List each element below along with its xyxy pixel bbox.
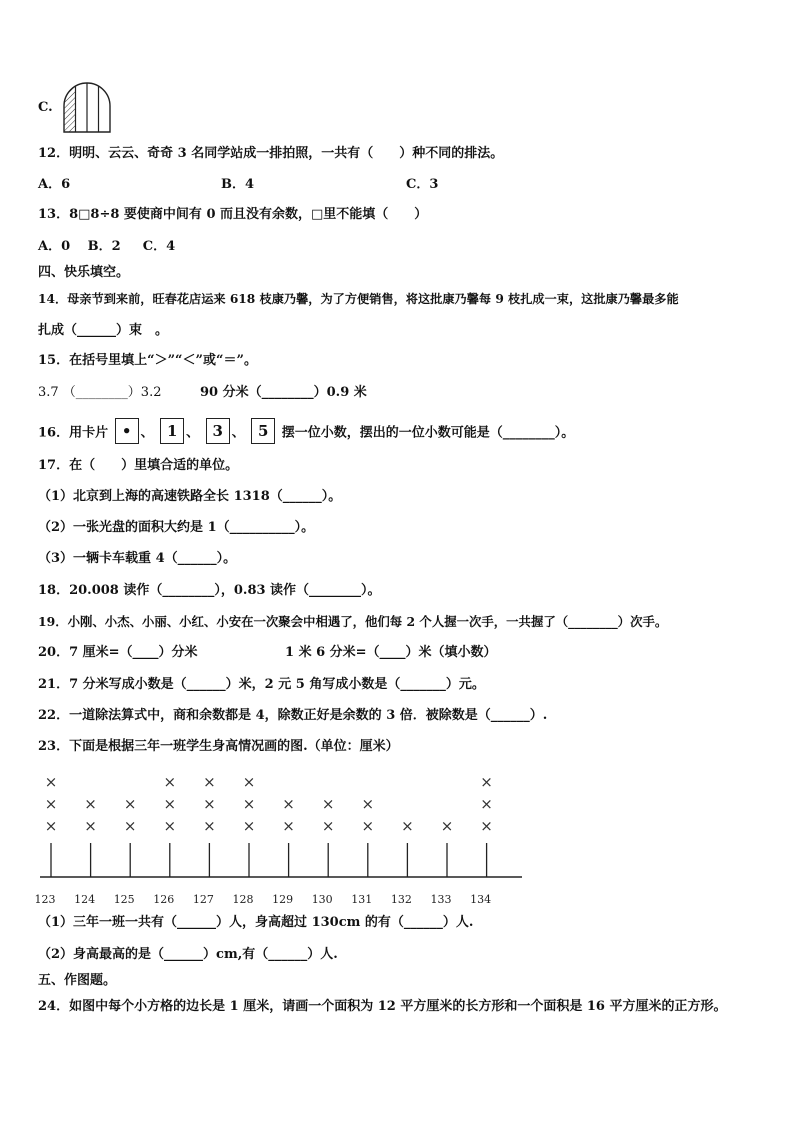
question-18: 18．20.008 读作（________），0.83 读作（________）。 — [38, 583, 381, 598]
plot-mark-129: × — [282, 817, 295, 835]
tick-label-126: 126 — [153, 893, 175, 906]
card-3: 3 — [206, 418, 230, 444]
q12-option-c: C．3 — [406, 177, 439, 192]
question-14-line-2: 扎成（______）束 。 — [38, 323, 169, 338]
tick-label-123: 123 — [34, 893, 56, 906]
question-21: 21．7 分米写成小数是（______）米，2 元 5 角写成小数是（_______）元。 — [38, 677, 485, 692]
question-24: 24．如图中每个小方格的边长是 1 厘米，请画一个面积为 12 平方厘米的长方形和一个面积是 16 平方厘米的正方形。 — [38, 999, 727, 1014]
card-1: 1 — [160, 418, 184, 444]
q23-sub-2: （2）身高最高的是（______）cm,有（______）人. — [38, 947, 338, 962]
tick-label-133: 133 — [430, 893, 452, 906]
tick-label-127: 127 — [192, 893, 214, 906]
plot-mark-134: × — [480, 795, 493, 813]
plot-mark-129: × — [282, 795, 295, 813]
plot-mark-126: × — [163, 773, 177, 791]
tick-label-134: 134 — [470, 893, 492, 906]
plot-mark-125: × — [123, 795, 137, 813]
question-14-line-1: 14．母亲节到来前，旺春花店运来 618 枝康乃馨，为了方便销售，将这批康乃馨每 9 枝扎成一束，这批康乃馨最多能 — [38, 292, 679, 306]
q23-sub-1: （1）三年一班一共有（______）人，身高超过 130cm 的有（______）人. — [38, 915, 474, 930]
q17-item-2: （2）一张光盘的面积大约是 1（__________）。 — [38, 520, 315, 535]
question-16 — [38, 420, 574, 446]
plot-mark-127: × — [203, 773, 216, 791]
plot-mark-128: × — [242, 795, 256, 813]
section-5-title: 五、作图题。 — [38, 973, 117, 988]
plot-mark-127: × — [203, 817, 216, 835]
plot-mark-134: × — [480, 773, 493, 791]
plot-mark-133: × — [440, 817, 454, 835]
arched-door-figure — [62, 82, 112, 134]
q15-expression-1: 3.7 （________）3.2 — [38, 385, 162, 400]
plot-mark-128: × — [242, 773, 256, 791]
question-12: 12．明明、云云、奇奇 3 名同学站成一排拍照，一共有（ ）种不同的排法。 — [38, 146, 504, 161]
card-decimal-point: • — [115, 418, 139, 444]
plot-mark-124: × — [84, 795, 97, 813]
question-13: 13．8□8÷8 要使商中间有 0 而且没有余数，□里不能填（ ） — [38, 207, 428, 222]
q12-option-b: B．4 — [221, 177, 255, 192]
plot-mark-128: × — [242, 817, 256, 835]
question-17: 17．在（ ）里填合适的单位。 — [38, 458, 239, 473]
plot-mark-130: × — [321, 817, 335, 835]
plot-mark-123: × — [44, 795, 58, 813]
question-22: 22．一道除法算式中，商和余数都是 4，除数正好是余数的 3 倍．被除数是（______）. — [38, 708, 548, 723]
card-5: 5 — [251, 418, 275, 444]
plot-mark-123: × — [44, 817, 58, 835]
tick-label-132: 132 — [390, 893, 412, 906]
q16-suffix: 摆一位小数，摆出的一位小数可能是（________）。 — [281, 425, 575, 441]
plot-mark-124: × — [84, 817, 97, 835]
plot-mark-126: × — [163, 795, 177, 813]
tick-label-124: 124 — [74, 893, 96, 906]
q16-prefix: 16．用卡片 — [38, 425, 109, 441]
plot-mark-132: × — [401, 817, 414, 835]
plot-mark-131: × — [361, 795, 375, 813]
q12-option-a: A．6 — [38, 177, 71, 192]
option-c-label: C. — [38, 100, 53, 115]
section-4-title: 四、快乐填空。 — [38, 265, 130, 280]
tick-label-130: 130 — [311, 893, 333, 906]
card-separator: 、 — [140, 425, 154, 441]
card-separator: 、 — [186, 425, 200, 441]
tick-label-131: 131 — [351, 893, 373, 906]
question-19: 19．小刚、小杰、小丽、小红、小安在一次聚会中相遇了，他们每 2 个人握一次手，一共握了（________）次手。 — [38, 614, 668, 629]
question-23: 23．下面是根据三年一班学生身高情况画的图.（单位：厘米） — [38, 739, 399, 754]
q17-item-1: （1）北京到上海的高速铁路全长 1318（______）。 — [38, 489, 342, 504]
tick-label-128: 128 — [232, 893, 254, 906]
q13-options: A．0 B．2 C．4 — [38, 239, 176, 254]
card-separator: 、 — [231, 425, 245, 441]
question-20-part-1: 20．7 厘米=（____）分米 — [38, 645, 198, 660]
plot-mark-134: × — [480, 817, 493, 835]
q15-expression-2: 90 分米（________）0.9 米 — [200, 385, 367, 400]
plot-mark-127: × — [203, 795, 216, 813]
plot-mark-125: × — [123, 817, 137, 835]
plot-mark-130: × — [321, 795, 335, 813]
plot-mark-131: × — [361, 817, 375, 835]
tick-label-125: 125 — [113, 893, 135, 906]
question-20-part-2: 1 米 6 分米=（____）米（填小数） — [285, 645, 497, 660]
plot-mark-126: × — [163, 817, 177, 835]
plot-mark-123: × — [44, 773, 58, 791]
question-15: 15．在括号里填上“＞”“＜”或“＝”。 — [38, 353, 257, 368]
height-line-plot — [30, 770, 530, 908]
q17-item-3: （3）一辆卡车载重 4（______）。 — [38, 551, 237, 566]
tick-label-129: 129 — [272, 893, 294, 906]
